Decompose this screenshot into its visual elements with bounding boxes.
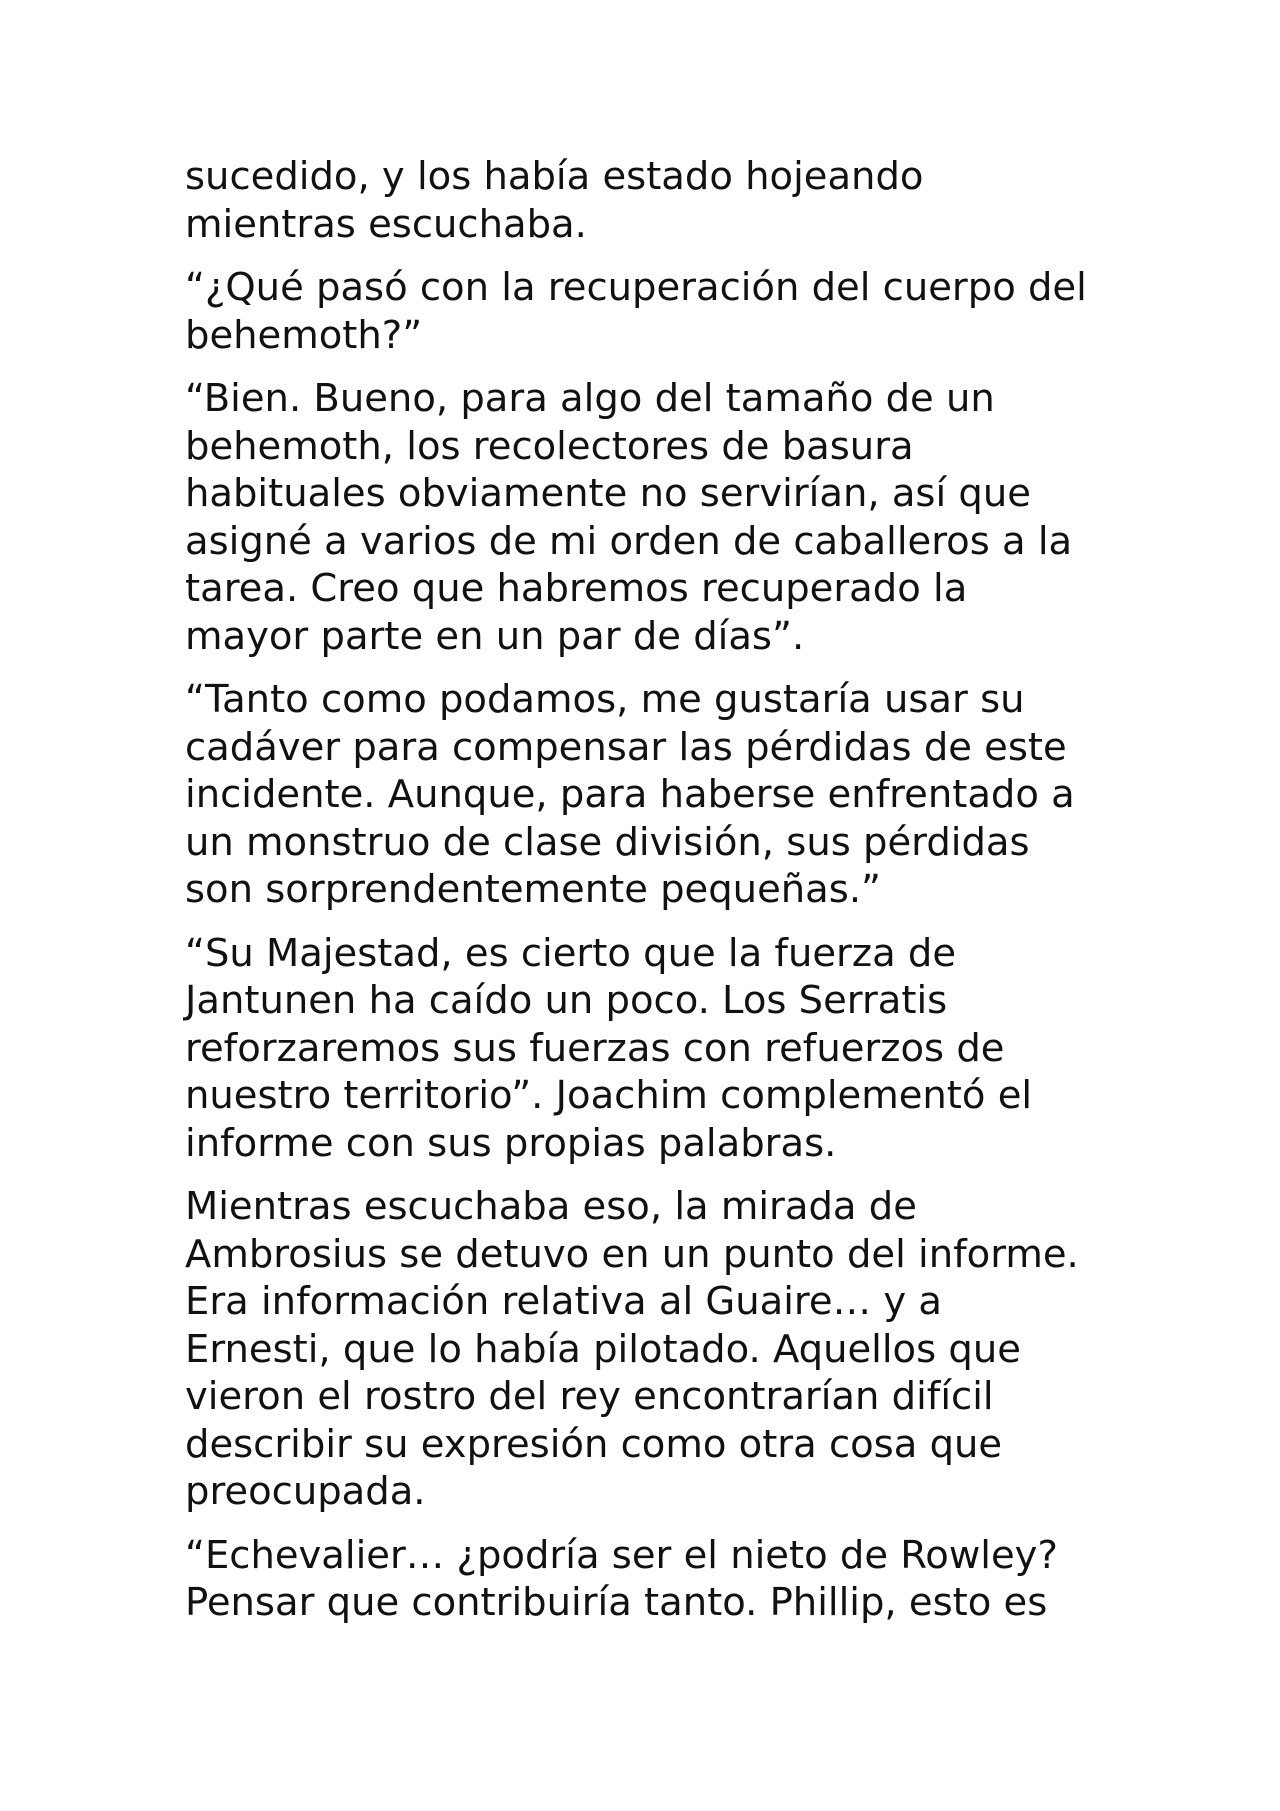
text-line: habituales obviamente no servirían, así que (185, 471, 1031, 516)
text-line: “¿Qué pasó con la recuperación del cuerpo del (185, 265, 1087, 310)
text-line: Era información relativa al Guaire… y a (185, 1279, 942, 1324)
text-line: nuestro territorio”. Joachim complementó el (185, 1073, 1033, 1118)
text-line: “Tanto como podamos, me gustaría usar su (185, 677, 1025, 722)
text-line: asigné a varios de mi orden de caballeros a la (185, 518, 1073, 564)
text-line: tarea. Creo que habremos recuperado la (185, 566, 968, 611)
paragraph (185, 264, 1105, 359)
text-line: Jantunen ha caído un poco. Los Serratis (185, 978, 948, 1023)
text-line: son sorprendentemente pequeñas.” (185, 867, 882, 912)
text-line: describir su expresión como otra cosa que (185, 1421, 1003, 1467)
text-line: cadáver para compensar las pérdidas de este (185, 724, 1067, 770)
text-line: Ambrosius se detuvo en un punto del informe. (185, 1231, 1079, 1277)
text-line: “Bien. Bueno, para algo del tamaño de un (185, 376, 995, 421)
text-line: preocupada. (185, 1469, 426, 1514)
text-line: Mientras escuchaba eso, la mirada de (185, 1184, 917, 1229)
text-line: behemoth?” (185, 312, 423, 358)
text-line: reforzaremos sus fuerzas con refuerzos de (185, 1025, 1005, 1071)
text-line: Ernesti, que lo había pilotado. Aquellos que (185, 1326, 1021, 1372)
paragraph (185, 1183, 1105, 1516)
text-line: informe con sus propias palabras. (185, 1120, 837, 1166)
text-line: behemoth, los recolectores de basura (185, 423, 914, 469)
paragraph (185, 153, 1105, 248)
text-line: incidente. Aunque, para haberse enfrentado a (185, 772, 1075, 817)
paragraph (185, 676, 1105, 914)
text-line: un monstruo de clase división, sus pérdidas (185, 819, 1030, 865)
text-line: “Echevalier… ¿podría ser el nieto de Rowley? (185, 1532, 1058, 1578)
paragraph (185, 375, 1105, 660)
text-line: Pensar que contribuiría tanto. Phillip, esto es (185, 1580, 1048, 1625)
paragraph (185, 930, 1105, 1168)
text-line: mientras escuchaba. (185, 201, 587, 247)
text-line: “Su Majestad, es cierto que la fuerza de (185, 930, 957, 976)
text-line: vieron el rostro del rey encontrarían difícil (185, 1374, 994, 1419)
text-line: sucedido, y los había estado hojeando (185, 154, 924, 199)
body-text (185, 153, 1105, 1643)
paragraph (185, 1532, 1105, 1627)
text-line: mayor parte en un par de días”. (185, 613, 805, 659)
